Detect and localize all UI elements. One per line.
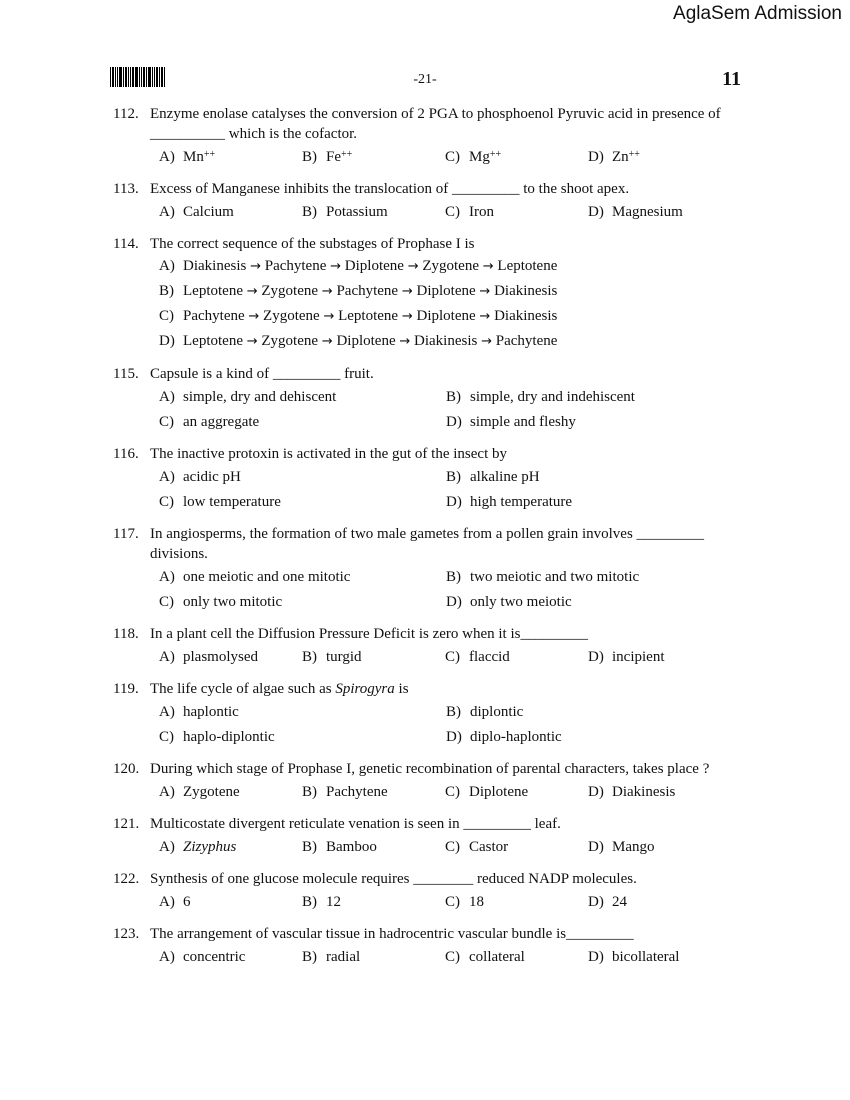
option-d[interactable]: D) incipient <box>588 648 665 665</box>
option-b[interactable]: B) turgid <box>302 648 362 665</box>
option-a[interactable]: A) Zizyphus <box>159 838 237 855</box>
option-c[interactable]: C) low temperature <box>159 493 281 510</box>
option-d[interactable]: D) Zn ++ <box>588 148 640 165</box>
question-text: Capsule is a kind of _________ fruit. <box>150 366 374 382</box>
option-c[interactable]: C) Mg ++ <box>445 148 502 165</box>
arrow-right-icon: → <box>482 259 494 274</box>
question-text: In angiosperms, the formation of two male gametes from a pollen grain involves _________ divisions. <box>150 526 705 562</box>
arrow-right-icon: → <box>407 259 419 274</box>
question-text: Excess of Manganese inhibits the translocation of _________ to the shoot apex. <box>150 181 630 197</box>
option-d[interactable]: D) high temperature <box>446 493 573 510</box>
sequence-text: Pachytene → Zygotene → Leptotene → Diplotene → Diakinesis <box>183 308 558 324</box>
option-d[interactable]: D) diplo-haplontic <box>446 728 562 745</box>
question-number: 117. <box>113 526 139 542</box>
question-123 <box>113 924 753 969</box>
option-d[interactable]: D) Diakinesis <box>588 783 676 800</box>
arrow-right-icon: → <box>330 259 342 274</box>
question-text: Multicostate divergent reticulate venation is seen in _________ leaf. <box>150 816 561 832</box>
option-d[interactable]: D) bicollateral <box>588 948 680 965</box>
option-d[interactable]: D) 24 <box>588 893 627 910</box>
sequence-text: Diakinesis → Pachytene → Diplotene → Zygotene → Leptotene <box>183 258 558 274</box>
arrow-right-icon: → <box>321 334 333 349</box>
option-a[interactable]: A) 6 <box>159 893 191 910</box>
question-121 <box>113 814 753 859</box>
option-d[interactable]: D) Mango <box>588 838 655 855</box>
question-number: 121. <box>113 816 140 832</box>
sequence-text: Leptotene → Zygotene → Diplotene → Diakinesis → Pachytene <box>183 333 558 349</box>
option-d[interactable]: D) simple and fleshy <box>446 413 576 430</box>
arrow-right-icon: → <box>321 284 333 299</box>
option-b[interactable]: B) alkaline pH <box>446 468 540 485</box>
option-b[interactable]: B) radial <box>302 948 361 965</box>
question-text: The life cycle of algae such as Spirogyra is <box>150 681 409 697</box>
option-c[interactable]: C) Diplotene <box>445 783 529 800</box>
question-number: 116. <box>113 446 139 462</box>
option-c[interactable]: C) Castor <box>445 838 509 855</box>
question-113 <box>113 179 753 224</box>
arrow-right-icon: → <box>479 284 491 299</box>
question-text: The correct sequence of the substages of Prophase I is <box>150 236 475 252</box>
option-d[interactable]: D) Magnesium <box>588 203 683 220</box>
question-text: The inactive protoxin is activated in the gut of the insect by <box>150 446 507 462</box>
question-number: 123. <box>113 926 140 942</box>
arrow-right-icon: → <box>246 334 258 349</box>
arrow-right-icon: → <box>323 309 335 324</box>
question-text: Synthesis of one glucose molecule requires ________ reduced NADP molecules. <box>150 871 637 887</box>
question-number: 122. <box>113 871 140 887</box>
option-c[interactable]: C) collateral <box>445 948 525 965</box>
option-c[interactable]: C) only two mitotic <box>159 593 283 610</box>
option-a[interactable]: A) Mn ++ <box>159 148 216 165</box>
arrow-right-icon: → <box>401 284 413 299</box>
arrow-right-icon: → <box>250 259 261 274</box>
question-number: 114. <box>113 236 139 252</box>
question-116 <box>113 444 753 514</box>
option-c[interactable]: C) 18 <box>445 893 484 910</box>
option-d[interactable]: D) only two meiotic <box>446 593 572 610</box>
option-b[interactable]: B) Bamboo <box>302 838 377 855</box>
option-a[interactable]: A) plasmolysed <box>159 648 258 665</box>
sequence-text: Leptotene → Zygotene → Pachytene → Diplotene → Diakinesis <box>183 283 558 299</box>
question-number: 120. <box>113 761 140 777</box>
booklet-code: 11 <box>722 68 741 90</box>
question-text: The arrangement of vascular tissue in hadrocentric vascular bundle is_________ <box>150 926 634 942</box>
question-112 <box>113 104 753 169</box>
option-a[interactable]: A) one meiotic and one mitotic <box>159 568 351 585</box>
page-number: -21- <box>413 72 437 87</box>
arrow-right-icon: → <box>401 309 413 324</box>
question-text: Enzyme enolase catalyses the conversion of 2 PGA to phosphoenol Pyruvic acid in presence of __________ which is the cofactor. <box>150 106 721 142</box>
option-a[interactable]: A) Calcium <box>159 203 234 220</box>
question-number: 115. <box>113 366 139 382</box>
question-text: During which stage of Prophase I, genetic recombination of parental characters, takes place ? <box>150 761 710 777</box>
arrow-right-icon: → <box>246 284 258 299</box>
question-list <box>113 104 753 979</box>
option-a[interactable]: A) Diakinesis → Pachytene → Diplotene → Zygotene → Leptotene <box>159 256 753 277</box>
option-a[interactable]: A) concentric <box>159 948 246 965</box>
question-number: 112. <box>113 106 139 122</box>
question-number: 113. <box>113 181 139 197</box>
option-b[interactable]: B) diplontic <box>446 703 524 720</box>
arrow-right-icon: → <box>479 309 491 324</box>
option-b[interactable]: B) two meiotic and two mitotic <box>446 568 640 585</box>
option-a[interactable]: A) simple, dry and dehiscent <box>159 388 337 405</box>
question-122 <box>113 869 753 914</box>
option-b[interactable]: B) Pachytene <box>302 783 388 800</box>
arrow-right-icon: → <box>248 309 260 324</box>
question-120 <box>113 759 753 804</box>
option-b[interactable]: B) 12 <box>302 893 341 910</box>
option-a[interactable]: A) acidic pH <box>159 468 241 485</box>
option-c[interactable]: C) an aggregate <box>159 413 260 430</box>
option-c[interactable]: C) haplo-diplontic <box>159 728 275 745</box>
option-d[interactable]: D) Leptotene → Zygotene → Diplotene → Diakinesis → Pachytene <box>159 331 753 352</box>
option-b[interactable]: B) Leptotene → Zygotene → Pachytene → Diplotene → Diakinesis <box>159 281 753 302</box>
question-114 <box>113 234 753 354</box>
question-number: 118. <box>113 626 139 642</box>
question-text: In a plant cell the Diffusion Pressure Deficit is zero when it is_________ <box>150 626 588 642</box>
option-a[interactable]: A) Zygotene <box>159 783 240 800</box>
question-118 <box>113 624 753 669</box>
option-c[interactable]: C) Pachytene → Zygotene → Leptotene → Diplotene → Diakinesis <box>159 306 753 327</box>
brand-watermark: AglaSem Admission <box>673 3 842 24</box>
question-119 <box>113 679 753 749</box>
option-b[interactable]: B) Potassium <box>302 203 388 220</box>
option-a[interactable]: A) haplontic <box>159 703 239 720</box>
question-115 <box>113 364 753 434</box>
arrow-right-icon: → <box>399 334 411 349</box>
option-c[interactable]: C) flaccid <box>445 648 510 665</box>
option-b[interactable]: B) simple, dry and indehiscent <box>446 388 635 405</box>
option-c[interactable]: C) Iron <box>445 203 494 220</box>
question-117 <box>113 524 753 614</box>
arrow-right-icon: → <box>481 334 492 349</box>
option-b[interactable]: B) Fe ++ <box>302 148 353 165</box>
question-number: 119. <box>113 681 139 697</box>
